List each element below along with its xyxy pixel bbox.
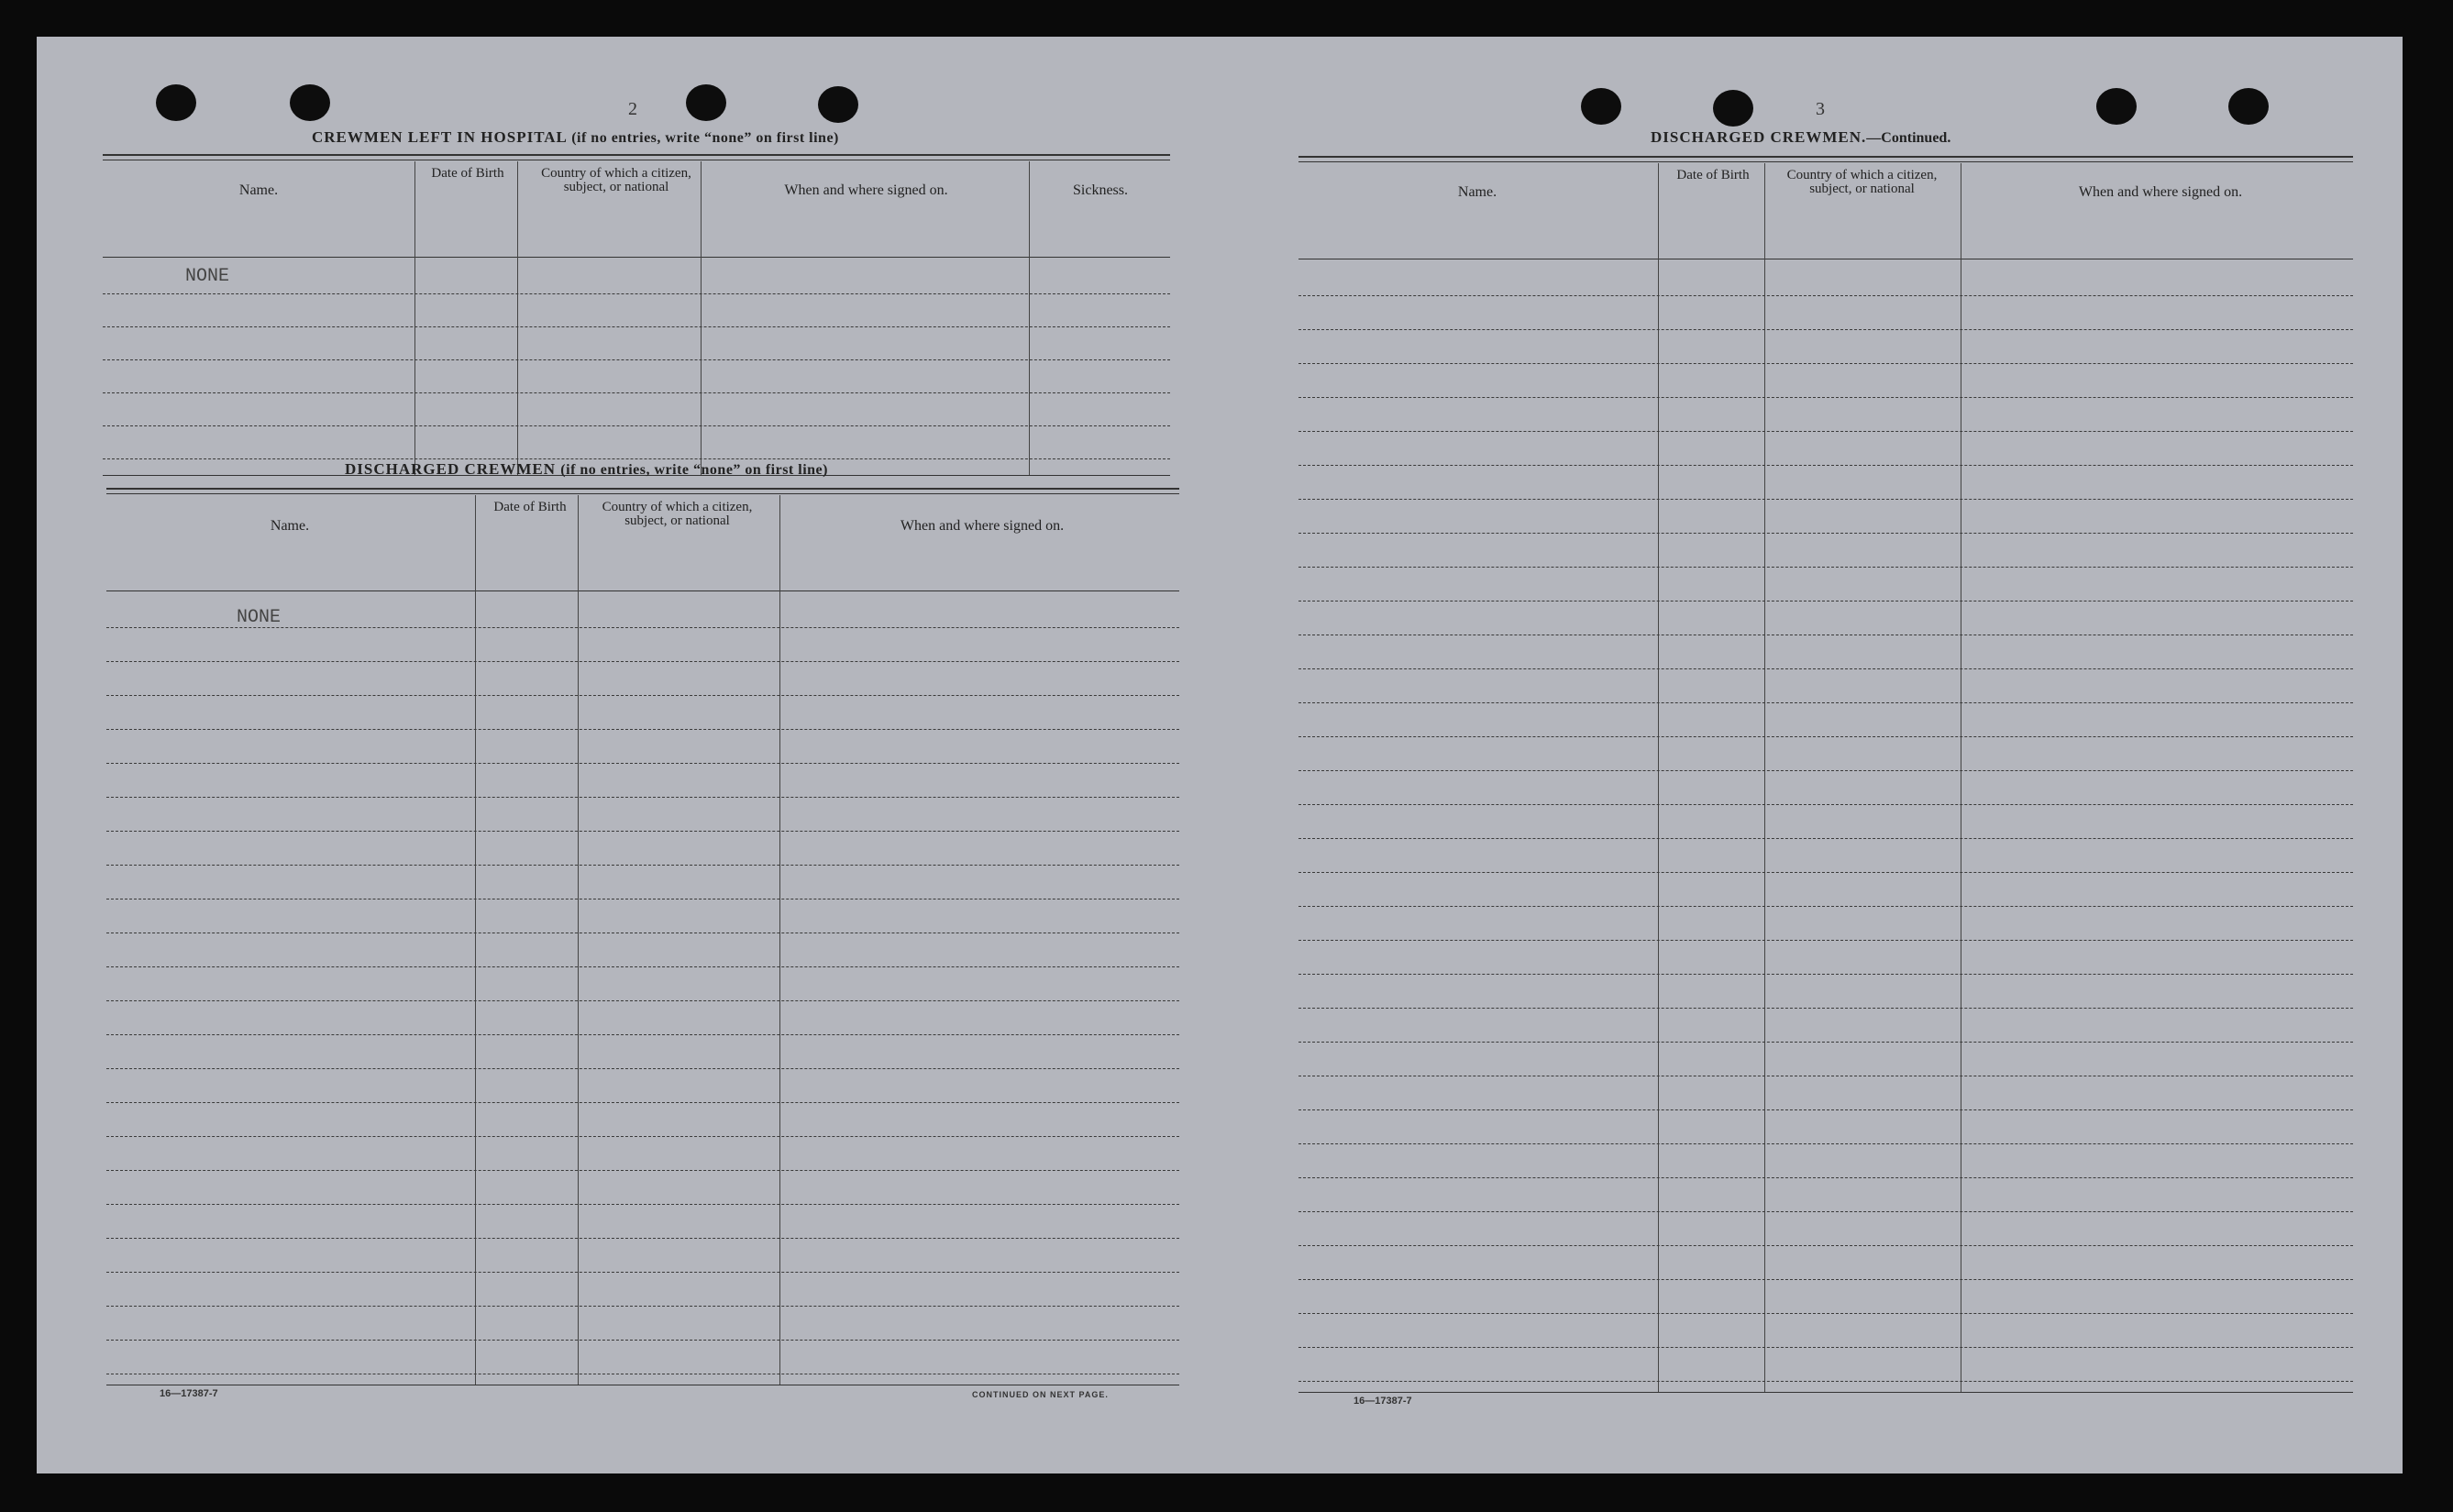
right-col-country: Country of which a citizen, subject, or national <box>1786 168 1938 196</box>
punch-hole-icon <box>1713 90 1753 127</box>
ruled-line <box>1298 499 2353 500</box>
discharged-entry: NONE <box>237 607 282 628</box>
ruled-line <box>106 831 1179 832</box>
punch-hole-icon <box>290 84 330 121</box>
ruled-line <box>1298 431 2353 432</box>
ruled-line <box>106 1000 1179 1001</box>
discharged-table-right <box>1298 156 2353 1394</box>
hospital-col-name: Name. <box>238 182 279 198</box>
punch-hole-icon <box>1581 88 1621 125</box>
ruled-line <box>106 797 1179 798</box>
right-title-suffix: —Continued. <box>1866 130 1951 146</box>
ruled-line <box>1298 1177 2353 1178</box>
ruled-line <box>106 763 1179 764</box>
ruled-line <box>106 1034 1179 1035</box>
discharged-col-country: Country of which a citizen, subject, or national <box>602 500 753 528</box>
ruled-line <box>1298 940 2353 941</box>
ruled-line <box>106 1068 1179 1069</box>
ruled-line <box>106 661 1179 662</box>
punch-hole-icon <box>2228 88 2269 125</box>
hospital-table <box>103 154 1170 477</box>
ruled-line <box>1298 1211 2353 1212</box>
ruled-line <box>1298 668 2353 669</box>
document-sheet <box>37 37 2403 1473</box>
right-form-code: 16—17387-7 <box>1354 1396 1412 1407</box>
ruled-line <box>106 695 1179 696</box>
ruled-line <box>1298 329 2353 330</box>
discharged-col-signed: When and where signed on. <box>900 518 1065 534</box>
ruled-line <box>1298 906 2353 907</box>
ruled-line <box>1298 736 2353 737</box>
right-col-dob: Date of Birth <box>1676 168 1750 182</box>
discharged-col-name: Name. <box>270 518 310 534</box>
ruled-line <box>1298 974 2353 975</box>
punch-hole-icon <box>2096 88 2137 125</box>
discharged-table-left <box>106 488 1179 1386</box>
left-form-code: 16—17387-7 <box>160 1388 218 1399</box>
punch-hole-icon <box>818 86 858 123</box>
hospital-col-signed: When and where signed on. <box>784 182 948 198</box>
ruled-line <box>1298 295 2353 296</box>
ruled-line <box>106 1306 1179 1307</box>
ruled-line <box>1298 567 2353 568</box>
ruled-line <box>106 729 1179 730</box>
discharged-title-text: DISCHARGED CREWMEN <box>345 460 557 478</box>
ruled-line <box>106 1238 1179 1239</box>
ruled-line <box>1298 872 2353 873</box>
ruled-line <box>1298 1143 2353 1144</box>
ruled-line <box>106 1170 1179 1171</box>
punch-hole-icon <box>686 84 726 121</box>
ruled-line <box>106 1136 1179 1137</box>
ruled-line <box>1298 1042 2353 1043</box>
ruled-line <box>1298 838 2353 839</box>
hospital-col-dob: Date of Birth <box>431 166 504 181</box>
ruled-line <box>1298 1245 2353 1246</box>
discharged-col-dob: Date of Birth <box>493 500 567 514</box>
hospital-section-title <box>312 128 839 147</box>
ruled-line <box>1298 533 2353 534</box>
ruled-line <box>1298 1279 2353 1280</box>
ruled-line <box>1298 1347 2353 1348</box>
continued-note: CONTINUED ON NEXT PAGE. <box>972 1390 1109 1399</box>
ruled-line <box>1298 397 2353 398</box>
right-title-text: DISCHARGED CREWMEN. <box>1651 128 1867 146</box>
right-col-name: Name. <box>1457 184 1497 200</box>
ruled-line <box>1298 1109 2353 1110</box>
discharged-section-title <box>345 460 828 479</box>
left-page-number: 2 <box>628 99 637 119</box>
right-col-signed: When and where signed on. <box>2078 184 2243 200</box>
ruled-line <box>1298 363 2353 364</box>
ruled-line <box>106 966 1179 967</box>
hospital-col-sickness: Sickness. <box>1073 182 1128 198</box>
right-page-number: 3 <box>1816 99 1825 119</box>
hospital-col-country: Country of which a citizen, subject, or national <box>541 166 691 194</box>
ruled-line <box>1298 1313 2353 1314</box>
right-section-title <box>1651 128 1950 147</box>
discharged-instruction: (if no entries, write “none” on first line) <box>560 462 828 478</box>
ruled-line <box>1298 465 2353 466</box>
punch-hole-icon <box>156 84 196 121</box>
hospital-title-text: CREWMEN LEFT IN HOSPITAL <box>312 128 567 146</box>
ruled-line <box>106 1340 1179 1341</box>
ruled-line <box>106 1272 1179 1273</box>
ruled-line <box>1298 1381 2353 1382</box>
ruled-line <box>1298 1008 2353 1009</box>
ruled-line <box>1298 702 2353 703</box>
hospital-entry: NONE <box>185 266 230 287</box>
ruled-line <box>106 1204 1179 1205</box>
ruled-line <box>106 865 1179 866</box>
ruled-line <box>106 1102 1179 1103</box>
ruled-line <box>1298 804 2353 805</box>
hospital-instruction: (if no entries, write “none” on first line) <box>571 130 839 146</box>
ruled-line <box>1298 770 2353 771</box>
